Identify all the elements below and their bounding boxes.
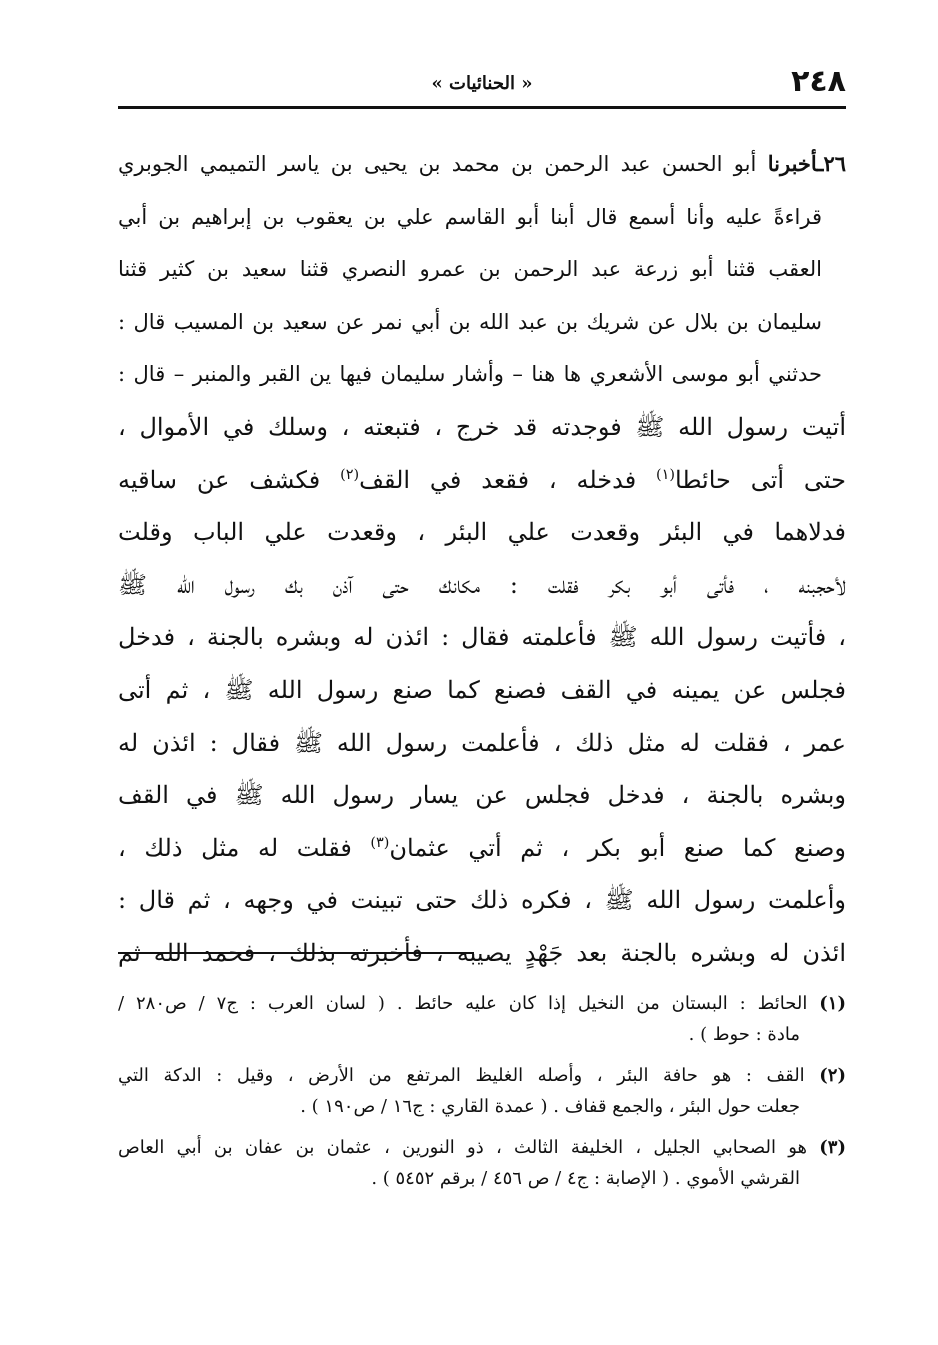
text-line-5: حدثني أبو موسى الأشعري ها هنا – وأشار سليمان فيها ين القبر والمنبر – قال : [118, 362, 822, 387]
footnote-divider [118, 952, 474, 954]
footnote-ref-3[interactable]: (٣) [370, 834, 390, 851]
footnote-1 [118, 988, 846, 1050]
lead-word: أخبرنا [767, 151, 818, 176]
line-1-rest: أبو الحسن عبد الرحمن بن محمد بن يحيى بن ياسر التميمي الجوبري [118, 152, 757, 176]
footnote-ref-1[interactable]: (١) [656, 466, 676, 483]
text-line-8: فدلاهما في البئر وقعدت علي البئر ، وقعدت علي الباب وقلت [118, 518, 846, 547]
footnote-2-text-1: القف : هو حافة البئر ، وأصله الغليظ المرتفع من الأرض ، وقيل : الدكة التي [118, 1065, 805, 1086]
text-line-13: وبشره بالجنة ، فدخل فجلس عن يسار رسول الله ﷺ في القف [118, 781, 846, 810]
text-line-11: فجلس عن يمينه في القف فصنع كما صنع رسول الله ﷺ ، ثم أتى [118, 675, 846, 704]
page-header [118, 60, 846, 109]
text-line-3: العقب قثنا أبو زرعة عبد الرحمن بن عمرو النصري قثنا سعيد بن كثير قثنا [118, 257, 822, 282]
text-line-1 [118, 138, 846, 191]
line-14-part-a: وصنع كما صنع أبو بكر ، ثم أتي عثمان [389, 833, 846, 862]
footnote-1-line-2: مادة : حوط ) . [688, 1024, 800, 1045]
footnote-3-line-1 [118, 1132, 846, 1163]
text-line-12: عمر ، فقلت له مثل ذلك ، فأعلمت رسول الله ﷺ فقال : ائذن له [118, 728, 846, 757]
footnote-3-line-2: القرشي الأموي . ( الإصابة : ج٤ / ص ٤٥٦ / برقم ٥٤٥٢ ) . [371, 1168, 800, 1189]
footnote-ref-2[interactable]: (٢) [340, 466, 360, 483]
footnote-2 [118, 1060, 846, 1122]
hadith-text [118, 138, 846, 980]
footnote-3 [118, 1132, 846, 1194]
footnotes [118, 988, 846, 1204]
line-14-part-b: فقلت له مثل ذلك ، [118, 833, 371, 862]
text-line-2: قراءةً عليه وأنا أسمع قال أبنا أبو القاسم علي بن يعقوب بن إبراهيم بن أبي [118, 204, 822, 229]
text-line-9: لأحجبنه ، فأتى أبو بكر فقلت : مكانك حتى آذن بك رسول الله ﷺ [118, 570, 846, 599]
line-7-part-c: فكشف عن ساقيه [118, 465, 341, 494]
text-line-16: ائذن له وبشره بالجنة بعد جَهْدٍ يصيبه ، فأخبرته بذلك ، فحمد الله ثم [118, 938, 846, 967]
text-line-14 [118, 822, 846, 875]
footnote-1-number: (١) [819, 993, 846, 1014]
hadith-number: ٢٦ـ [817, 151, 846, 176]
text-line-6: أتيت رسول الله ﷺ فوجدته قد خرج ، فتبعته ، وسلك في الأموال ، [118, 412, 846, 441]
footnote-2-line-1 [118, 1060, 846, 1091]
footnote-3-text-1: هو الصحابي الجليل ، الخليفة الثالث ، ذو النورين ، عثمان بن عفان بن أبي العاص [118, 1137, 807, 1158]
footnote-1-line-1 [118, 988, 846, 1019]
footnote-2-number: (٢) [819, 1065, 846, 1086]
text-line-7 [118, 454, 846, 507]
text-line-15: وأعلمت رسول الله ﷺ ، فكره ذلك حتى تبينت في وجهه ، ثم قال : [118, 886, 846, 915]
line-7-part-b: فدخله ، فقعد في القف [359, 465, 657, 494]
footnote-1-text-1: الحائط : البستان من النخيل إذا كان عليه حائط . ( لسان العرب : ج٧ / ص٢٨٠ / [118, 993, 808, 1014]
text-line-4: سليمان بن بلال عن شريك بن عبد الله بن أبي نمر عن سعيد بن المسيب قال : [118, 309, 822, 334]
text-line-10: ، فأتيت رسول الله ﷺ فأعلمته فقال : ائذن له وبشره بالجنة ، فدخل [118, 623, 846, 652]
footnote-3-number: (٣) [819, 1137, 846, 1158]
page-number: ٢٤٨ [791, 64, 846, 99]
footnote-2-line-2: جعلت حول البئر ، والجمع قفاف . ( عمدة القاري : ج١٦ / ص١٩٠ ) . [300, 1096, 800, 1117]
running-title: « الحنائيات » [431, 73, 533, 94]
line-7-part-a: حتى أتى حائطا [675, 465, 846, 494]
